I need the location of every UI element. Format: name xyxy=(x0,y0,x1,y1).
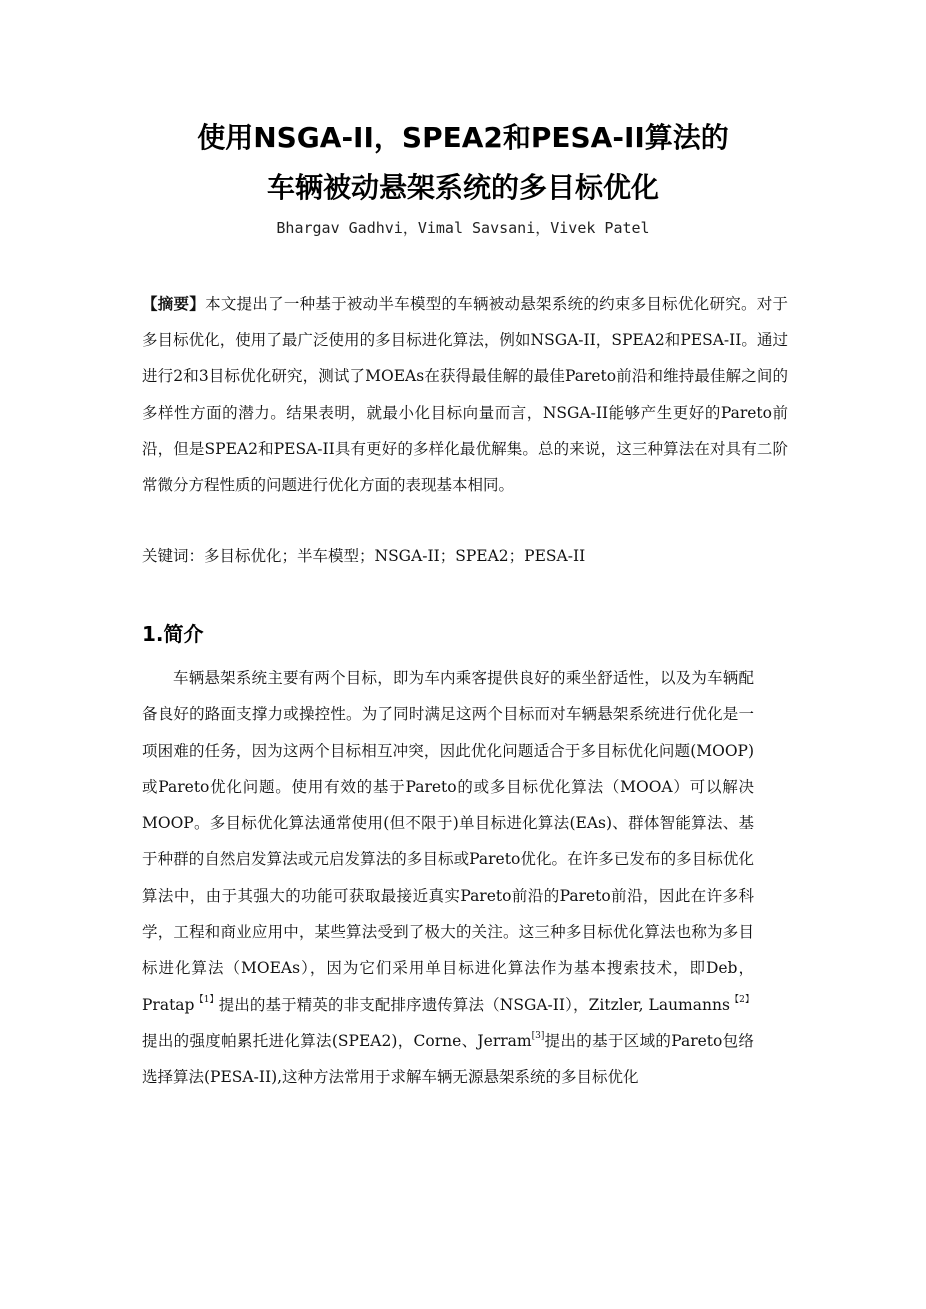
intro-text-part2: 提出的基于精英的非支配排序遗传算法（NSGA-II），Zitzler, Laumanns xyxy=(218,995,730,1014)
citation-ref-3: [3] xyxy=(531,1030,545,1041)
intro-text-part3: 提出的强度帕累托进化算法(SPEA2)，Corne、Jerram xyxy=(142,1031,532,1050)
citation-ref-2: 【2】 xyxy=(729,994,754,1005)
section-heading-introduction: 1.简介 xyxy=(142,622,204,646)
keywords-line: 关键词：多目标优化；半车模型；NSGA-II；SPEA2；PESA-II xyxy=(142,547,586,565)
abstract-text: 本文提出了一种基于被动半车模型的车辆被动悬架系统的约束多目标优化研究。对于多目标优化，使用了最广泛使用的多目标进化算法，例如NSGA-II，SPEA2和PESA-II。通过进行2和3目标优化研究，测试了MOEAs在获得最佳解的最佳Pareto前沿和维持最佳解之间的多样性方面的潜力。结果表明，就最小化目标向量而言，NSGA-II能够产生更好的Pareto前沿，但是SPEA2和PESA-II具有更好的多样化最优解集。总的来说，这三种算法在对具有二阶常微分方程性质的问题进行优化方面的表现基本相同。 xyxy=(142,295,788,495)
paper-title-line1: 使用NSGA-II，SPEA2和PESA-II算法的 xyxy=(197,121,729,154)
citation-ref-1: 【1】 xyxy=(194,994,219,1005)
abstract-paragraph xyxy=(142,286,788,503)
introduction-paragraph xyxy=(142,660,754,1096)
abstract-label: 【摘要】 xyxy=(142,295,206,313)
author-list: Bhargav Gadhvi，Vimal Savsani，Vivek Patel xyxy=(276,219,650,237)
paper-title-line2: 车辆被动悬架系统的多目标优化 xyxy=(266,171,659,204)
intro-text-part4: 提出的基于区域的Pareto包络选择算法(PESA-II),这种方法常用于求解车辆无源悬架系统的多目标优化 xyxy=(142,1031,754,1087)
intro-text-part1: 车辆悬架系统主要有两个目标，即为车内乘客提供良好的乘坐舒适性，以及为车辆配备良好的路面支撑力或操控性。为了同时满足这两个目标而对车辆悬架系统进行优化是一项困难的任务，因为这两个目标相互冲突，因此优化问题适合于多目标优化问题(MOOP)或Pareto优化问题。使用有效的基于Pareto的或多目标优化算法（MOOA）可以解决MOOP。多目标优化算法通常使用(但不限于)单目标进化算法(EAs)、群体智能算法、基于种群的自然启发算法或元启发算法的多目标或Pareto优化。在许多已发布的多目标优化算法中，由于其强大的功能可获取最接近真实Pareto前沿的Pareto前沿，因此在许多科学，工程和商业应用中，某些算法受到了极大的关注。这三种多目标优化算法也称为多目标进化算法（MOEAs），因为它们采用单目标进化算法作为基本搜索技术，即Deb， Pratap xyxy=(142,669,754,1014)
